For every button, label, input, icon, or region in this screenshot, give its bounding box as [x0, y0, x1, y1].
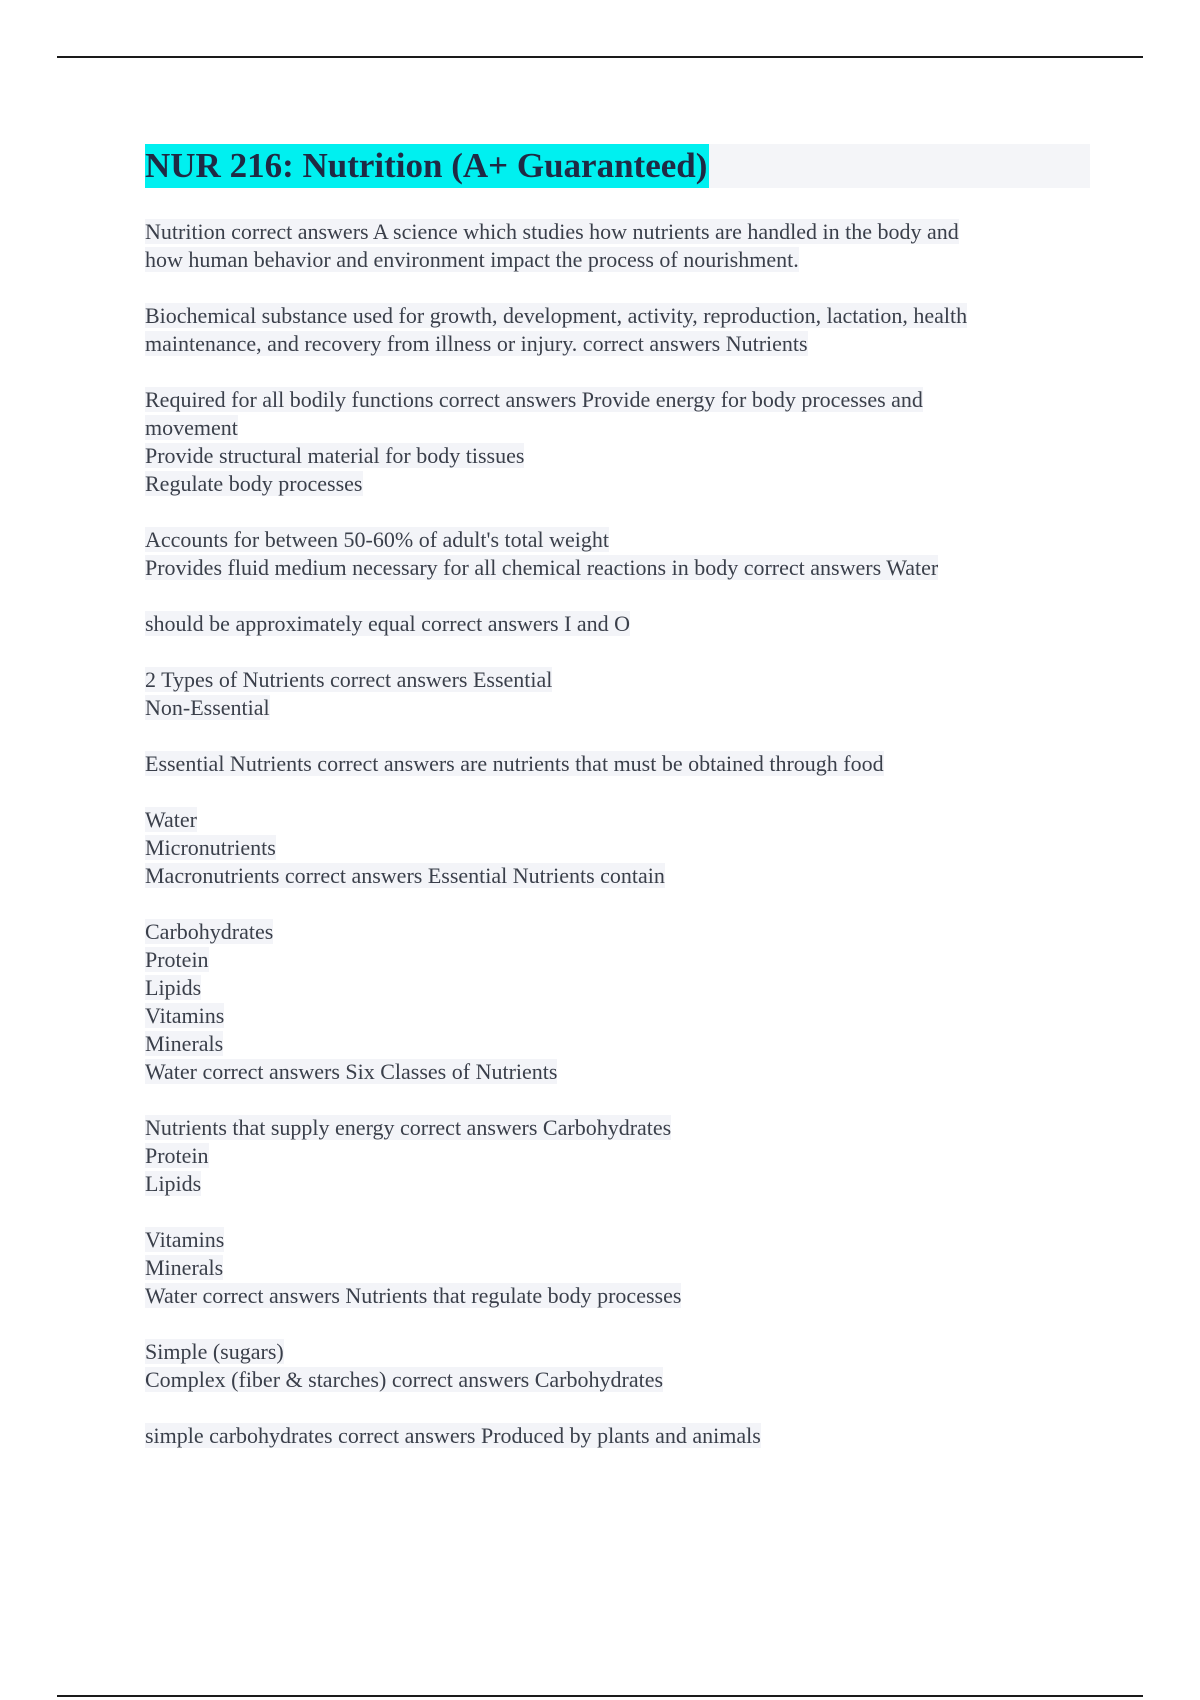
text-line: Water	[145, 807, 197, 832]
text-line: 2 Types of Nutrients correct answers Essential	[145, 667, 553, 692]
text-line: Minerals	[145, 1255, 224, 1280]
qa-block	[145, 666, 1090, 722]
title-band	[145, 144, 1090, 188]
text-line: Protein	[145, 1143, 209, 1168]
qa-block	[145, 302, 1090, 358]
text-line: Macronutrients correct answers Essential Nutrients contain	[145, 863, 665, 888]
document-title: NUR 216: Nutrition (A+ Guaranteed)	[145, 144, 709, 188]
text-line: how human behavior and environment impact the process of nourishment.	[145, 247, 799, 272]
qa-block	[145, 526, 1090, 582]
text-line: Nutrition correct answers A science which studies how nutrients are handled in the body and	[145, 219, 959, 244]
qa-block	[145, 218, 1090, 274]
text-line: Water correct answers Six Classes of Nutrients	[145, 1059, 558, 1084]
document-body	[145, 144, 1090, 1478]
text-line: Carbohydrates	[145, 919, 274, 944]
text-line: Vitamins	[145, 1227, 225, 1252]
text-line: Minerals	[145, 1031, 224, 1056]
text-line: Simple (sugars)	[145, 1339, 284, 1364]
qa-block	[145, 1114, 1090, 1198]
text-line: movement	[145, 415, 238, 440]
text-line: Non-Essential	[145, 695, 270, 720]
qa-block	[145, 610, 1090, 638]
text-line: Protein	[145, 947, 209, 972]
text-line: Lipids	[145, 975, 202, 1000]
qa-block	[145, 386, 1090, 498]
text-line: simple carbohydrates correct answers Produced by plants and animals	[145, 1423, 761, 1448]
qa-block	[145, 1338, 1090, 1394]
text-line: Accounts for between 50-60% of adult's total weight	[145, 527, 610, 552]
text-line: Regulate body processes	[145, 471, 363, 496]
text-line: Provides fluid medium necessary for all chemical reactions in body correct answers Water	[145, 555, 939, 580]
text-line: Vitamins	[145, 1003, 225, 1028]
qa-block	[145, 806, 1090, 890]
qa-block	[145, 918, 1090, 1086]
qa-block	[145, 750, 1090, 778]
text-line: Water correct answers Nutrients that regulate body processes	[145, 1283, 682, 1308]
text-line: maintenance, and recovery from illness or injury. correct answers Nutrients	[145, 331, 808, 356]
text-line: Micronutrients	[145, 835, 276, 860]
qa-block	[145, 1226, 1090, 1310]
text-line: Biochemical substance used for growth, development, activity, reproduction, lactation, health	[145, 303, 968, 328]
bottom-rule	[57, 1695, 1143, 1697]
text-line: Complex (fiber & starches) correct answers Carbohydrates	[145, 1367, 664, 1392]
qa-block	[145, 1422, 1090, 1450]
text-line: Lipids	[145, 1171, 202, 1196]
text-line: Nutrients that supply energy correct answers Carbohydrates	[145, 1115, 672, 1140]
top-rule	[57, 56, 1143, 58]
text-line: should be approximately equal correct answers I and O	[145, 611, 631, 636]
text-line: Required for all bodily functions correct answers Provide energy for body processes and	[145, 387, 923, 412]
text-line: Provide structural material for body tissues	[145, 443, 525, 468]
text-line: Essential Nutrients correct answers are nutrients that must be obtained through food	[145, 751, 884, 776]
